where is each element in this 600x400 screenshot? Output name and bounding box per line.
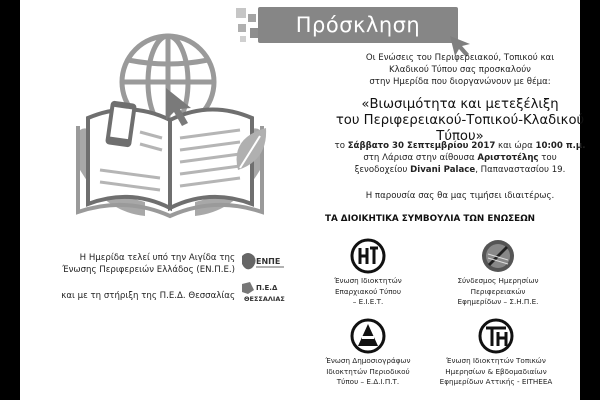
org-name-line: – Ε.Ι.Ε.Τ. [352, 297, 384, 306]
org-name-line: Εφημερίδων Αττικής - ΕΙΤΗΕΕΑ [439, 377, 553, 386]
org-name-line: Περιφερειακών [470, 286, 526, 296]
org-edipt [302, 318, 434, 388]
org-name-line: Ένωση Ιδιοκτητών Τοπικών [446, 356, 546, 365]
event-date: Σάββατο 30 Σεπτεμβρίου 2017 [347, 141, 496, 151]
org-name-line: Επαρχιακού Τύπου [334, 286, 401, 296]
illustration [70, 20, 270, 220]
date-prefix: το [334, 141, 348, 151]
sponsorship-line: Ένωσης Περιφερειών Ελλάδος (ΕΝ.Π.Ε.) [62, 265, 235, 275]
eitheea-logo-icon [478, 318, 514, 354]
event-details [320, 140, 600, 176]
sponsorship-line: Η Ημερίδα τελεί υπό την Αιγίδα της [79, 253, 235, 263]
date-mid: και ώρα [495, 141, 536, 151]
venue-line [320, 152, 600, 164]
ped-thessalias-logo [240, 280, 286, 304]
boards-title: ΤΑ ΔΙΟΙΚΗΤΙΚΑ ΣΥΜΒΟΥΛΙΑ ΤΩΝ ΕΝΩΣΕΩΝ [324, 214, 536, 224]
headline-line-2: του Περιφερειακού-Τοπικού-Κλαδικού Τύπου» [335, 113, 585, 144]
page-title: Πρόσκληση [295, 13, 421, 37]
org-name-line: Σύνδεσμος Ημερησίων [457, 276, 539, 285]
org-eiet [302, 238, 434, 308]
hotel-name: Divani Palace [410, 165, 476, 175]
intro-line: Κλαδικού Τύπου σας προσκαλούν [388, 65, 531, 75]
org-name-line: Ιδιοκτητών Περιοδικού [326, 366, 410, 376]
ped-logo-text-1: Π.Ε.Δ [256, 284, 278, 292]
org-shpe [432, 238, 564, 308]
hotel-line [320, 164, 600, 176]
org-name-line: Ένωση Ιδιοκτητών [334, 276, 402, 285]
headline-line-1: «Βιωσιμότητα και μετεξέλιξη [361, 97, 559, 112]
org-eitheea [430, 318, 562, 388]
hotel-suffix: , Παπαναστασίου 19. [475, 165, 566, 175]
org-name-line: Εφημερίδων – Σ.Η.Π.Ε. [457, 297, 539, 306]
org-name-line: Ημερησίων & Εβδομαδιαίων [445, 366, 547, 376]
org-name-line: Τύπου – Ε.Δ.Ι.Π.Τ. [336, 377, 400, 386]
title-banner [258, 7, 458, 43]
sponsorship-text-1 [20, 252, 235, 276]
closing-line: Η παρουσία σας θα μας τιμήσει ιδιαιτέρως. [365, 191, 555, 201]
org-name-line: Ένωση Δημοσιογράφων [325, 356, 411, 365]
date-line [320, 140, 600, 152]
shpe-logo-icon [480, 238, 516, 274]
edipt-logo-icon [350, 318, 386, 354]
intro-line: Οι Ενώσεις του Περιφερειακού, Τοπικού και [365, 53, 555, 63]
intro-line: στην Ημερίδα που διοργανώνουν με θέμα: [369, 77, 551, 87]
event-headline [320, 97, 600, 145]
open-book-icon [78, 109, 262, 216]
hall-name: Αριστοτέλης [477, 153, 539, 163]
ped-logo-text-2: ΘΕΣΣΑΛΙΑΣ [244, 295, 285, 303]
eiet-logo-icon [350, 238, 386, 274]
enpe-logo-text: ΕΝΠΕ [256, 257, 281, 266]
sponsorship-text-2: και με τη στήριξη της Π.Ε.Δ. Θεσσαλίας [61, 291, 235, 301]
invitation-page [20, 0, 586, 400]
venue-prefix: στη Λάρισα στην αίθουσα [363, 153, 478, 163]
enpe-logo [240, 250, 286, 274]
event-time: 10:00 π.μ. [535, 141, 586, 151]
hotel-prefix: ξενοδοχείου [354, 165, 411, 175]
invitation-intro [320, 52, 600, 88]
venue-suffix: του [538, 153, 557, 163]
